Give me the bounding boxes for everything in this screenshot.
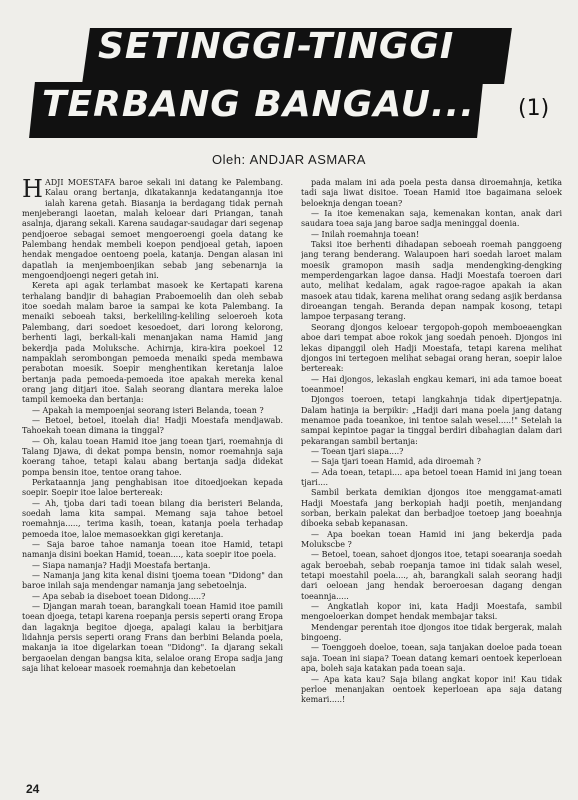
title-banner bbox=[0, 0, 578, 140]
drop-cap: H bbox=[22, 178, 43, 203]
paragraph: — Ada toean, tetapi.... apa betoel toean Hamid ini jang toean tjari.... bbox=[301, 467, 562, 487]
paragraph bbox=[22, 178, 283, 281]
paragraph: — Inilah roemahnja toean! bbox=[311, 229, 420, 239]
author-label: Oleh: bbox=[212, 152, 246, 167]
paragraph: — Betoel, betoel, itoelah dia! Hadji Moestafa mendjawab. Tahoekah toean dimana ia tinggal? bbox=[22, 415, 283, 436]
page-number: 24 bbox=[26, 782, 40, 796]
column-left bbox=[22, 178, 283, 774]
paragraph: — Namanja jang kita kenal disini tjoema toean "Didong" dan baroe inilah saja mendengar namanja jang sebetoelnja. bbox=[22, 571, 283, 591]
paragraph: — Angkatlah kopor ini, kata Hadji Moestafa, sambil mengoeloerkan dompet hendak membajar taksi. bbox=[301, 602, 562, 622]
paragraph: — Apakah ia mempoenjai seorang isteri Belanda, toean ? bbox=[32, 405, 264, 415]
paragraph: — Ah, tjoba dari tadi toean bilang dia beristeri Belanda, soedah lama kita sampai. Memang saja tahoe betoel roemahnja....., terima kasih, toean, katanja poela terhadap pemoeda itoe, laloe memasoekkan gigi keretanja. bbox=[22, 498, 283, 539]
part-number: (1) bbox=[518, 96, 550, 121]
paragraph: — Toenggoeh doeloe, toean, saja tanjakan doeloe pada toean saja. Toean ini siapa? Toean datang kemari oentoek keperloean apa, boleh saja katakan pada toean saja. bbox=[301, 643, 562, 674]
paragraph: — Apa boekan toean Hamid ini jang bekerdja pada Molukscbe ? bbox=[301, 529, 562, 550]
paragraph: — Hai djongos, lekaslah engkau kemari, ini ada tamoe boeat toeanmoe! bbox=[301, 374, 562, 394]
paragraph: Kereta api agak terlambat masoek ke Kertapati karena terhalang bandjir di bahagian Praboemoelih dan oleh sebab itoe soedah malam baroe ia sampai ke kota Palembang. Ia menaiki seboeah taksi, berkeliling-keliling seloeroeh kota Palembang, dari soedoet kesoedoet, dari lorong kelorong, berhenti lagi, berkali-kali menanjakan nama Hamid jang bekerdja pada Moluksche. Achirnja, kira-kira poekoel 12 nampaklah serombongan pemoeda menaiki speda membawa perabotan moesik. Soepir menghentikan keretanja laloe bertanja pada pemoeda-pemoeda itoe apakah mereka kenal orang jang ditjari itoe. Salah seorang diantara mereka laloe tampil kemoeka dan bertanja: bbox=[22, 281, 283, 405]
paragraph: pada malam ini ada poela pesta dansa diroemahnja, ketika tadi saja liwat disitoe. Toean Hamid itoe bagaimana seloek beloeknja dengan toean? bbox=[301, 178, 562, 208]
paragraph: — Djangan marah toean, barangkali toean Hamid itoe pamili toean djoega, tetapi karena roepanja persis seperti orang Eropa dan lagaknja begitoe djoega, apalagi kalau ia berbitjara lidahnja persis seperti orang Frans dan berbini Belanda poela, makanja ia itoe digelarkan toean "Didong". Ia djarang sekali bergaoelan dengan bangsa kita, selaloe orang Eropa sadja jang saja lihat keloear masoek roemahnja dan kebetoelan bbox=[22, 602, 283, 674]
article-body bbox=[22, 178, 562, 774]
paragraph: — Saja baroe tahoe namanja toean itoe Hamid, tetapi namanja disini boekan Hamid, toean...., kata soepir itoe poela. bbox=[22, 540, 283, 560]
paragraph: — Apa sebab ia diseboet toean Didong.....? bbox=[32, 591, 206, 601]
paragraph: — Saja tjari toean Hamid, ada diroemah ? bbox=[311, 457, 481, 467]
paragraph: Perkataannja jang penghabisan itoe ditoedjoekan kepada soepir. Soepir itoe laloe bertereak: bbox=[22, 477, 283, 498]
title-line-1: SETINGGI-TINGGI bbox=[98, 26, 455, 67]
paragraph: Mendengar perentah itoe djongos itoe tidak bergerak, malah bingoeng. bbox=[301, 622, 562, 643]
paragraph: — Apa kata kau? Saja bilang angkat kopor ini! Kau tidak perloe menanjakan oentoek keperloean apa saja datang kemari.....! bbox=[301, 674, 562, 705]
column-right bbox=[301, 178, 562, 774]
title-line-2: TERBANG BANGAU... bbox=[42, 84, 475, 125]
paragraph: Sambil berkata demikian djongos itoe menggamat-amati Hadji Moestafa jang berkopiah hadji poetih, menjandang sorban, berkain palekat dan berbadjoe toetoep jang boeahnja diboeka sebab kepanasan. bbox=[301, 488, 562, 529]
paragraph-text: ADJI MOESTAFA baroe sekali ini datang ke Palembang. Kalau orang bertanja, dikatakannja kedatangannja itoe ialah karena getah. Biasanja ia berdagang tidak pernah menjeberangi laoetan, malah keloear dari Priangan, tanah asalnja, djarang sekali. Karena saudagar-saudagar dari segenap pendjoeroe sebagai semoet mengoeroengi goela datang ke Palembang hendak membeli koepon pendjoeal getah, iapoen hendak mengadoe oentoeng poela, katanja. Dengan alasan ini dapatlah ia menjemboenjikan sebab jang sebenarnja ia mengoendjoengi negeri getah ini. bbox=[22, 178, 283, 281]
paragraph: — Oh, kalau toean Hamid itoe jang toean tjari, roemahnja di Talang Djawa, di dekat pompa bensin, nomor roemahnja saja koerang tahoe, tetapi kalau abang bertanja sadja didekat pompa bensin itoe, tentoe orang tahoe. bbox=[22, 436, 283, 477]
paragraph: — Betoel, toean, sahoet djongos itoe, tetapi soearanja soedah agak beroebah, sebab roepanja tamoe ini tidak salah wesel, tetapi moestahil poela...., ah, barangkali salah seorang hadji dari oeloean jang hendak beroeroesan dagang dengan toeannja..... bbox=[301, 550, 562, 601]
author-byline bbox=[0, 152, 578, 167]
paragraph: — Siapa namanja? Hadji Moestafa bertanja. bbox=[32, 560, 211, 570]
paragraph: — Toean tjari siapa....? bbox=[311, 446, 404, 456]
paragraph: Seorang djongos keloear tergopoh-gopoh memboeaengkan aboe dari tempat aboe rokok jang soedah penoeh. Djongos ini lekas dipanggil oleh Hadji Moestafa, tetapi karena melihat djongos ini tertegoen melihat sebagai orang heran, soepir laloe bertereak: bbox=[301, 322, 562, 374]
paragraph: Taksi itoe berhenti dihadapan seboeah roemah panggoeng jang terang benderang. Walaupoen hari soedah laroet malam moesik gramopon masih sadja mendengking-dengking memperdengarkan lagoe dansa. Hadji Moestafa toeroen dari auto, melihat kedalam, agak ragoe-ragoe apakah ia akan masoek atau tidak, karena melihat orang sedang asjik berdansa diroeangan tengah. Beranda depan nampak kosong, tetapi lampoe terpasang terang. bbox=[301, 240, 562, 322]
paragraph: — Ia itoe kemenakan saja, kemenakan kontan, anak dari saudara toea saja jang baroe sadja meninggal doenia. bbox=[301, 209, 562, 229]
paragraph: Djongos toeroen, tetapi langkahnja tidak dipertjepatnja. Dalam hatinja ia berpikir: „Hadji dari mana poela jang datang menamoe pada toeankoe, ini tentoe salah wesel.....!" Setelah ia sampai kepintoe pagar ia tinggal berdiri dibahagian dalam dari pekarangan sambil bertanja: bbox=[301, 395, 562, 446]
author-name: ANDJAR ASMARA bbox=[249, 152, 366, 167]
